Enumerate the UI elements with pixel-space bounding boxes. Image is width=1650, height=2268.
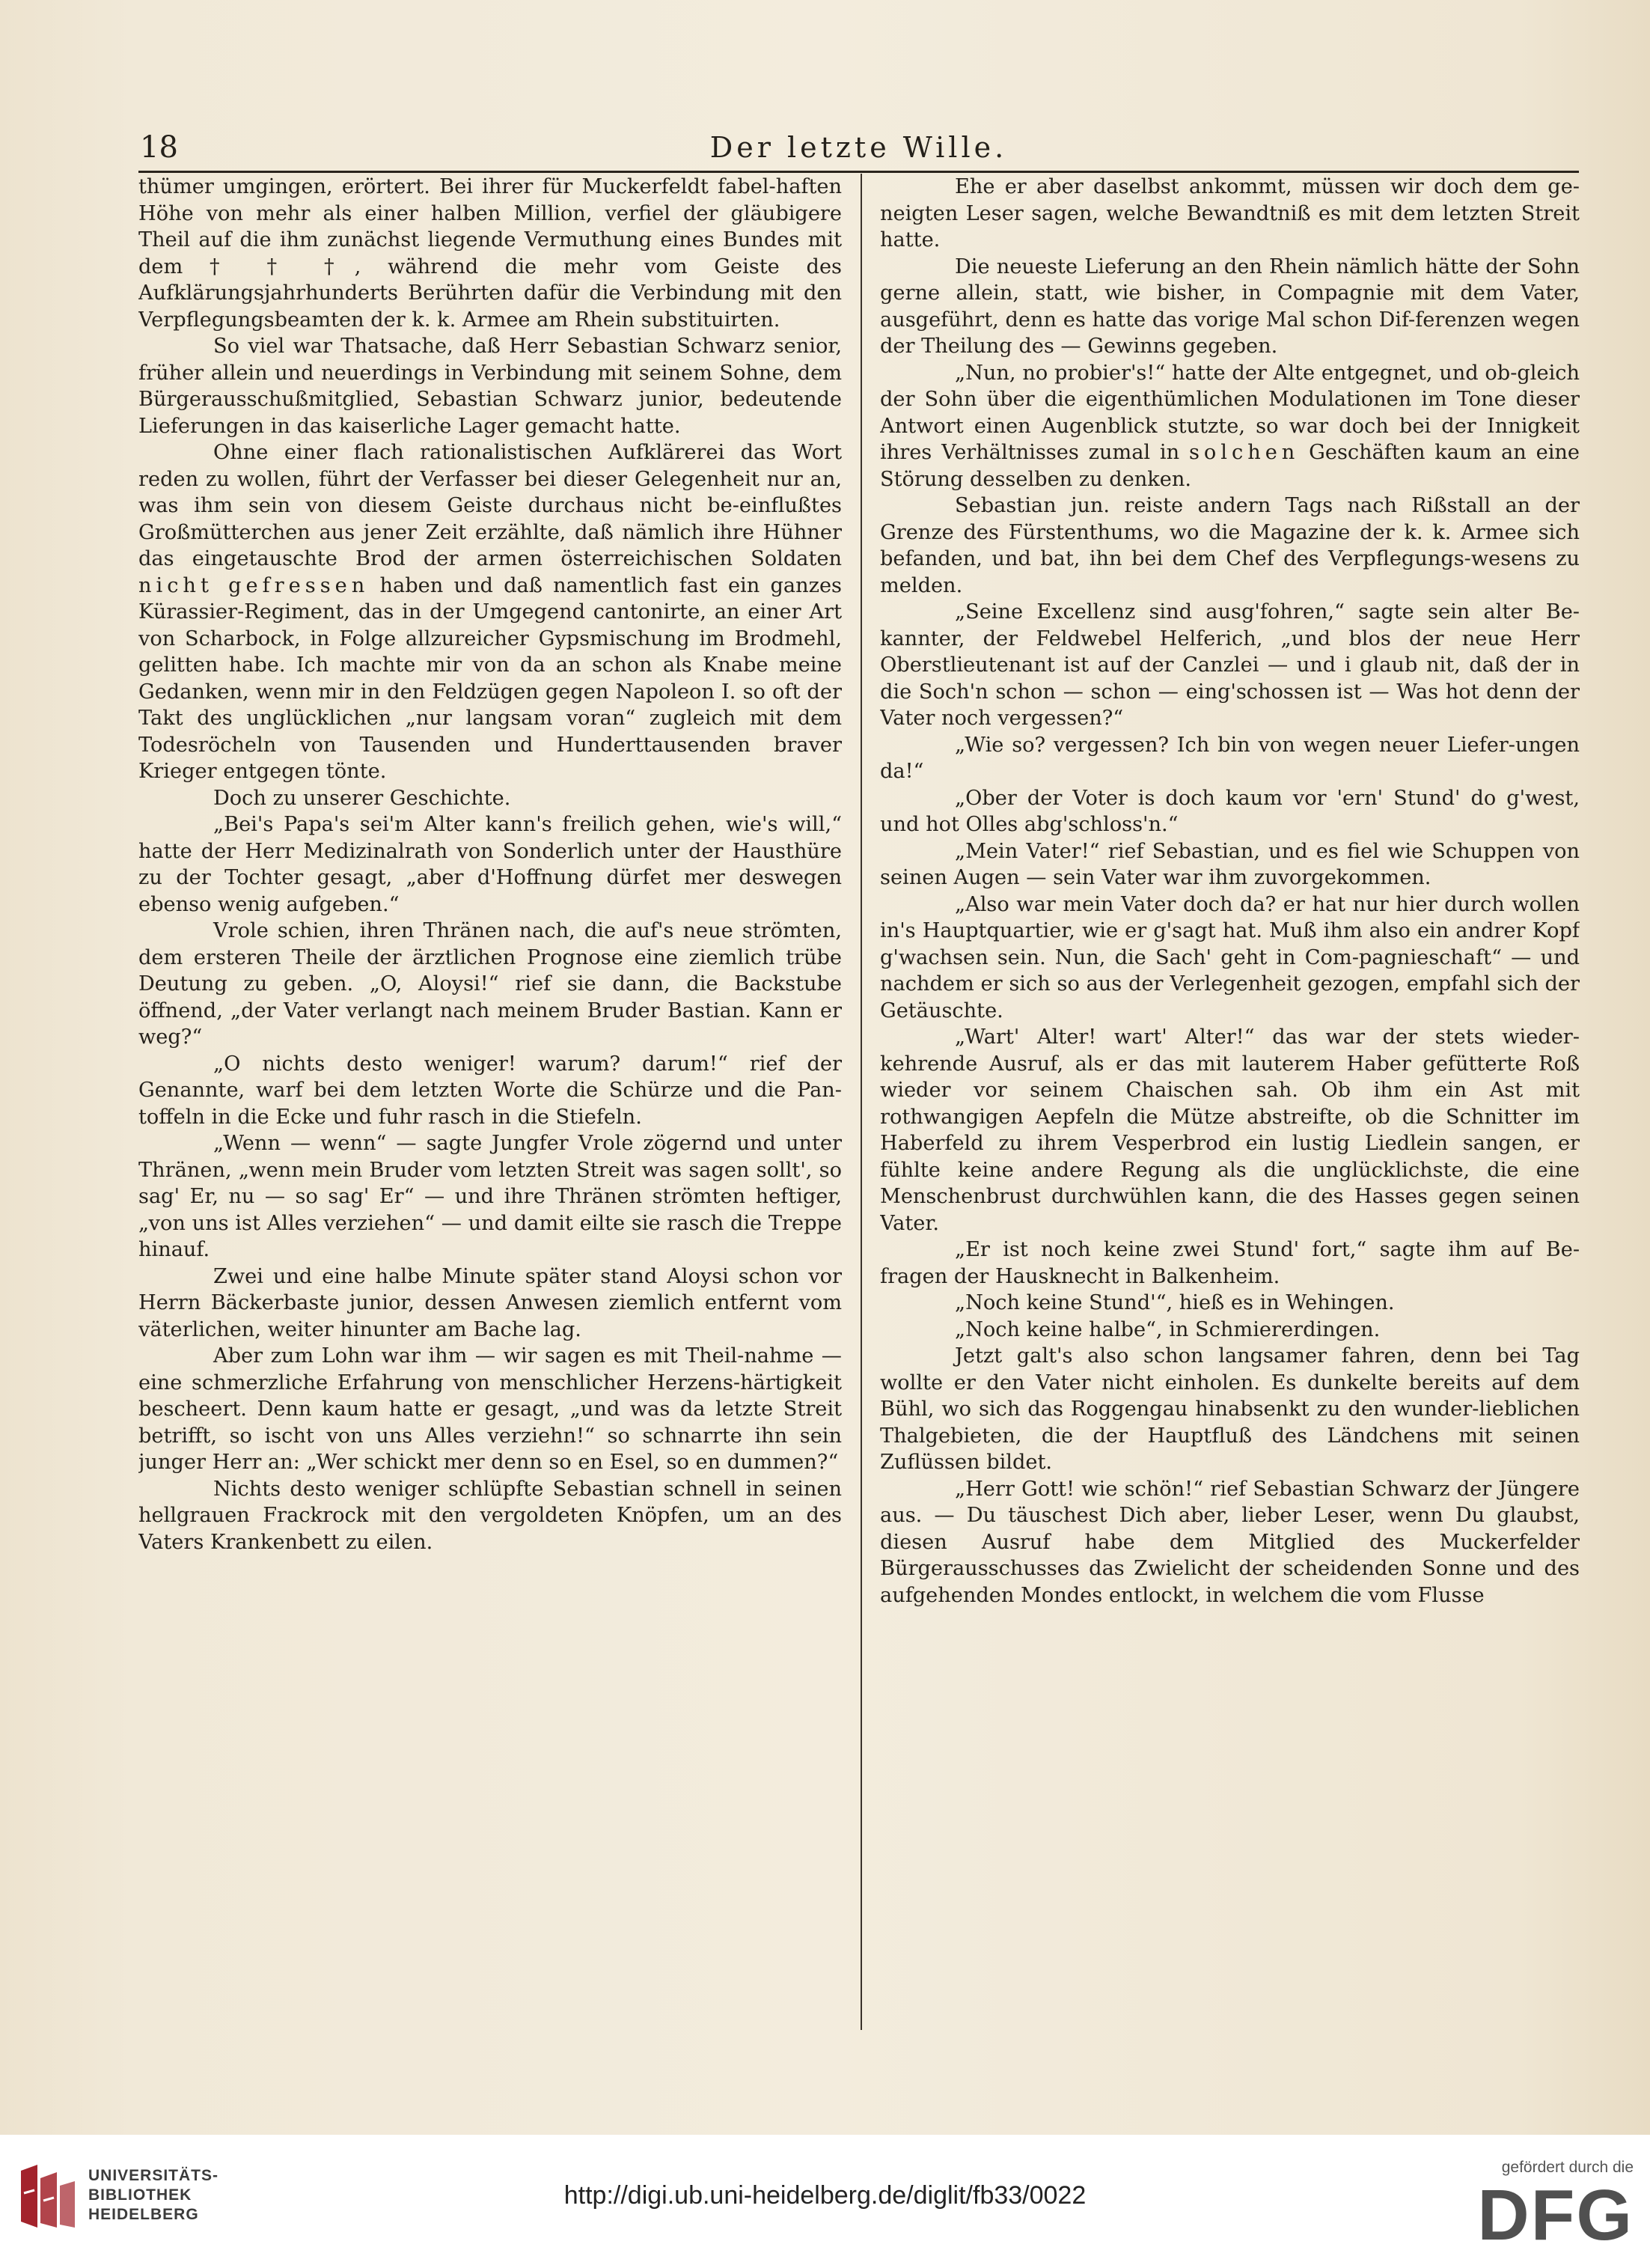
paragraph: Nichts desto weniger schlüpfte Sebastian schnell in seinen hellgrauen Frackrock mit den vergoldeten Knöpfen, um an des Vaters Krankenbett zu eilen. — [138, 1477, 842, 1554]
paragraph — [880, 360, 1580, 493]
paragraph: „Also war mein Vater doch da? er hat nur hier durch wollen in's Hauptquartier, wie er g'sagt hat. Muß ihm also ein andrer Kopf g'wachsen sein. Nun, die Sach' geht in Com-pagnieschaft“ — und nachdem er sich so aus der Verlegenheit gezogen, empfahl sich der Getäuschte. — [880, 892, 1580, 1022]
paragraph: „Er ist noch keine zwei Stund' fort,“ sagte ihm auf Be-fragen der Hausknecht in Balkenheim. — [880, 1238, 1580, 1288]
paragraph: Die neueste Lieferung an den Rhein nämlich hätte der Sohn gerne allein, statt, wie bisher, in Compagnie mit dem Vater, ausgeführt, denn es hatte das vorige Mal schon Dif-ferenzen wegen der Theilung des — Gewinns gegeben. — [880, 254, 1580, 358]
paragraph: „Wart' Alter! wart' Alter!“ das war der stets wieder-kehrende Ausruf, als er das mit lauterem Haber gefütterte Roß wieder vor seinem Chaischen sah. Ob ihm ein Ast mit rothwangigen Aepfeln die Mütze abstreifte, ob die Schnitter im Haberfeld zu ihrem Vesperbrod ein lustig Liedlein sangen, er fühlte keine andere Regung als die unglücklichste, die eine Menschenbrust durchwühlen kann, die des Hasses gegen seinen Vater. — [880, 1025, 1580, 1235]
paragraph: Zwei und eine halbe Minute später stand Aloysi schon vor Herrn Bäckerbaste junior, dessen Anwesen ziemlich entfernt vom väterlichen, weiter hinunter am Bache lag. — [138, 1264, 842, 1341]
column-divider — [861, 174, 862, 2030]
paragraph: Vrole schien, ihren Thränen nach, die auf's neue strömten, dem ersteren Theile der ärztlichen Prognose eine ziemlich trübe Deutung zu geben. „O, Aloysi!“ rief sie dann, die Backstube öffnend, „der Vater verlangt nach meinem Bruder Bastian. Kann er weg?“ — [138, 919, 842, 1049]
permalink-url[interactable]: http://digi.ub.uni-heidelberg.de/diglit/fb33/0022 — [563, 2181, 1087, 2210]
paragraph: „Herr Gott! wie schön!“ rief Sebastian Schwarz der Jüngere aus. — Du täuschest Dich aber, lieber Leser, wenn Du glaubst, diesen Ausruf habe dem Mitglied des Muckerfelder Bürgerausschusses das Zwielicht der scheidenden Sonne und des aufgehenden Mondes entlockt, in welchem die vom Flusse — [880, 1477, 1580, 1607]
library-name-line: BIBLIOTHEK — [88, 2186, 192, 2204]
viewer-footer — [0, 2135, 1650, 2268]
paragraph: „Ober der Voter is doch kaum vor 'ern' Stund' do g'west, und hot Olles abg'schloss'n.“ — [880, 786, 1580, 836]
paragraph: Aber zum Lohn war ihm — wir sagen es mit Theil-nahme — eine schmerzliche Erfahrung von menschlicher Herzens-härtigkeit bescheert. Denn kaum hatte er gesagt, „und was da letzte Streit betrifft, so ischt von uns Alles verziehn!“ so schnarrte ihn sein junger Herr an: „Wer schickt mer denn so en Esel, so en dummen?“ — [138, 1344, 842, 1474]
page-number: 18 — [140, 130, 178, 165]
paragraph: „O nichts desto weniger! warum? darum!“ rief der Genannte, warf bei dem letzten Worte die Schürze und die Pan-toffeln in die Ecke und fuhr rasch in die Stiefeln. — [138, 1052, 842, 1129]
paragraph-text: Ohne einer flach rationalistischen Aufklärerei das Wort reden zu wollen, führt der Verfasser bei dieser Gelegenheit nur an, was ihm sein von diesem Geiste durchaus nicht be-einflußtes Großmütterchen aus jener Zeit erzählte, daß nämlich ihre Hühner das eingetauschte Brod der armen österreichischen Soldaten — [138, 441, 842, 570]
paragraph: thümer umgingen, erörtert. Bei ihrer für Muckerfeldt fabel-haften Höhe von mehr als einer halben Million, verfiel der gläubigere Theil auf die ihm zunächst liegende Vermuthung eines Bundes mit dem † † †, während die mehr vom Geiste des Aufklärungsjahrhunderts Berührten dafür die Verbindung mit den Verpflegungsbeamten der k. k. Armee am Rhein substituirten. — [138, 175, 842, 332]
paragraph: „Noch keine halbe“, in Schmiererdingen. — [955, 1317, 1381, 1341]
paragraph: „Wie so? vergessen? Ich bin von wegen neuer Liefer-ungen da!“ — [880, 733, 1580, 783]
library-name-line: UNIVERSITÄTS- — [88, 2167, 219, 2184]
page-header — [138, 129, 1579, 166]
paragraph: „Noch keine Stund'“, hieß es in Wehingen. — [955, 1291, 1395, 1314]
paragraph: Jetzt galt's also schon langsamer fahren, denn bei Tag wollte er den Vater nicht einholen. Es dunkelte bereits auf dem Bühl, wo sich das Roggengau hinabsenkt zu den wunder-lieblichen Thalgebieten, die der Hauptfluß des Ländchens mit seinen Zuflüssen bildet. — [880, 1344, 1580, 1474]
emphasis-spaced: solchen — [1188, 441, 1300, 464]
emphasis-spaced: nicht gefressen — [138, 573, 370, 597]
paragraph: Sebastian jun. reiste andern Tags nach Rißstall an der Grenze des Fürstenthums, wo die Magazine der k. k. Armee sich befanden, und bat, ihn bei dem Chef des Verpflegungs-wesens zu melden. — [880, 494, 1580, 597]
header-rule — [138, 171, 1579, 173]
paragraph: „Seine Excellenz sind ausg'fohren,“ sagte sein alter Be-kannter, der Feldwebel Helferich, „und blos der neue Herr Oberstlieutenant ist auf der Canzlei — und i glaub nit, daß der in die Soch'n schon — schon — eing'schossen ist — Was hot denn der Vater noch vergessen?“ — [880, 600, 1580, 730]
paragraph: „Bei's Papa's sei'm Alter kann's freilich gehen, wie's will,“ hatte der Herr Medizinalrath von Sonderlich unter der Hausthüre zu der Tochter gesagt, „aber d'Hoffnung dürfet mer deswegen ebenso wenig aufgeben.“ — [138, 813, 842, 916]
dfg-logo: DFG — [1477, 2175, 1634, 2255]
paragraph — [138, 439, 842, 785]
paragraph-text: haben und daß namentlich fast ein ganzes Kürassier-Regiment, das in der Umgegend cantonirte, an einer Art von Scharbock, in Folge allzureicher Gypsmischung im Brodmehl, gelitten habe. Ich machte mir von da an schon als Knabe meine Gedanken, wenn mir in den Feldzügen gegen Napoleon I. so oft der Takt des unglücklichen „nur langsam voran“ zugleich mit dem Todesröcheln von Tausenden und Hunderttausenden braver Krieger entgegen tönte. — [138, 573, 842, 783]
paragraph: Ehe er aber daselbst ankommt, müssen wir doch dem ge-neigten Leser sagen, welche Bewandtniß es mit dem letzten Streit hatte. — [880, 175, 1580, 252]
paragraph-text: Geschäften kaum an eine Störung desselben zu denken. — [880, 441, 1580, 491]
paragraph: Doch zu unserer Geschichte. — [213, 786, 511, 810]
paragraph: „Wenn — wenn“ — sagte Jungfer Vrole zögernd und unter Thränen, „wenn mein Bruder vom letzten Streit was sagen sollt', so sag' Er, nu — so sag' Er“ — und ihre Thränen strömten heftiger, „von uns ist Alles verziehen“ — und damit eilte sie rasch die Treppe hinauf. — [138, 1132, 842, 1261]
running-title: Der letzte Wille. — [709, 131, 1008, 164]
library-name-line: HEIDELBERG — [88, 2206, 199, 2223]
right-column — [880, 174, 1580, 2030]
paragraph: „Mein Vater!“ rief Sebastian, und es fiel wie Schuppen von seinen Augen — sein Vater war ihm zuvorgekommen. — [880, 839, 1580, 889]
paragraph-text: „Nun, no probier's!“ hatte der Alte entgegnet, und ob-gleich der Sohn über die eigenthümlichen Modulationen im Tone dieser Antwort einen Augenblick stutzte, so war doch bei der Innigkeit ihres Verhältnisses zumal in — [880, 361, 1580, 464]
paragraph: So viel war Thatsache, daß Herr Sebastian Schwarz senior, früher allein und neuerdings in Verbindung mit seinem Sohne, dem Bürgerausschußmitglied, Sebastian Schwarz junior, bedeutende Lieferungen in das kaiserliche Lager gemacht hatte. — [138, 335, 842, 438]
funding-note: gefördert durch die — [1501, 2159, 1634, 2176]
left-column — [138, 174, 842, 2030]
funding-credit[interactable] — [1431, 2159, 1634, 2253]
